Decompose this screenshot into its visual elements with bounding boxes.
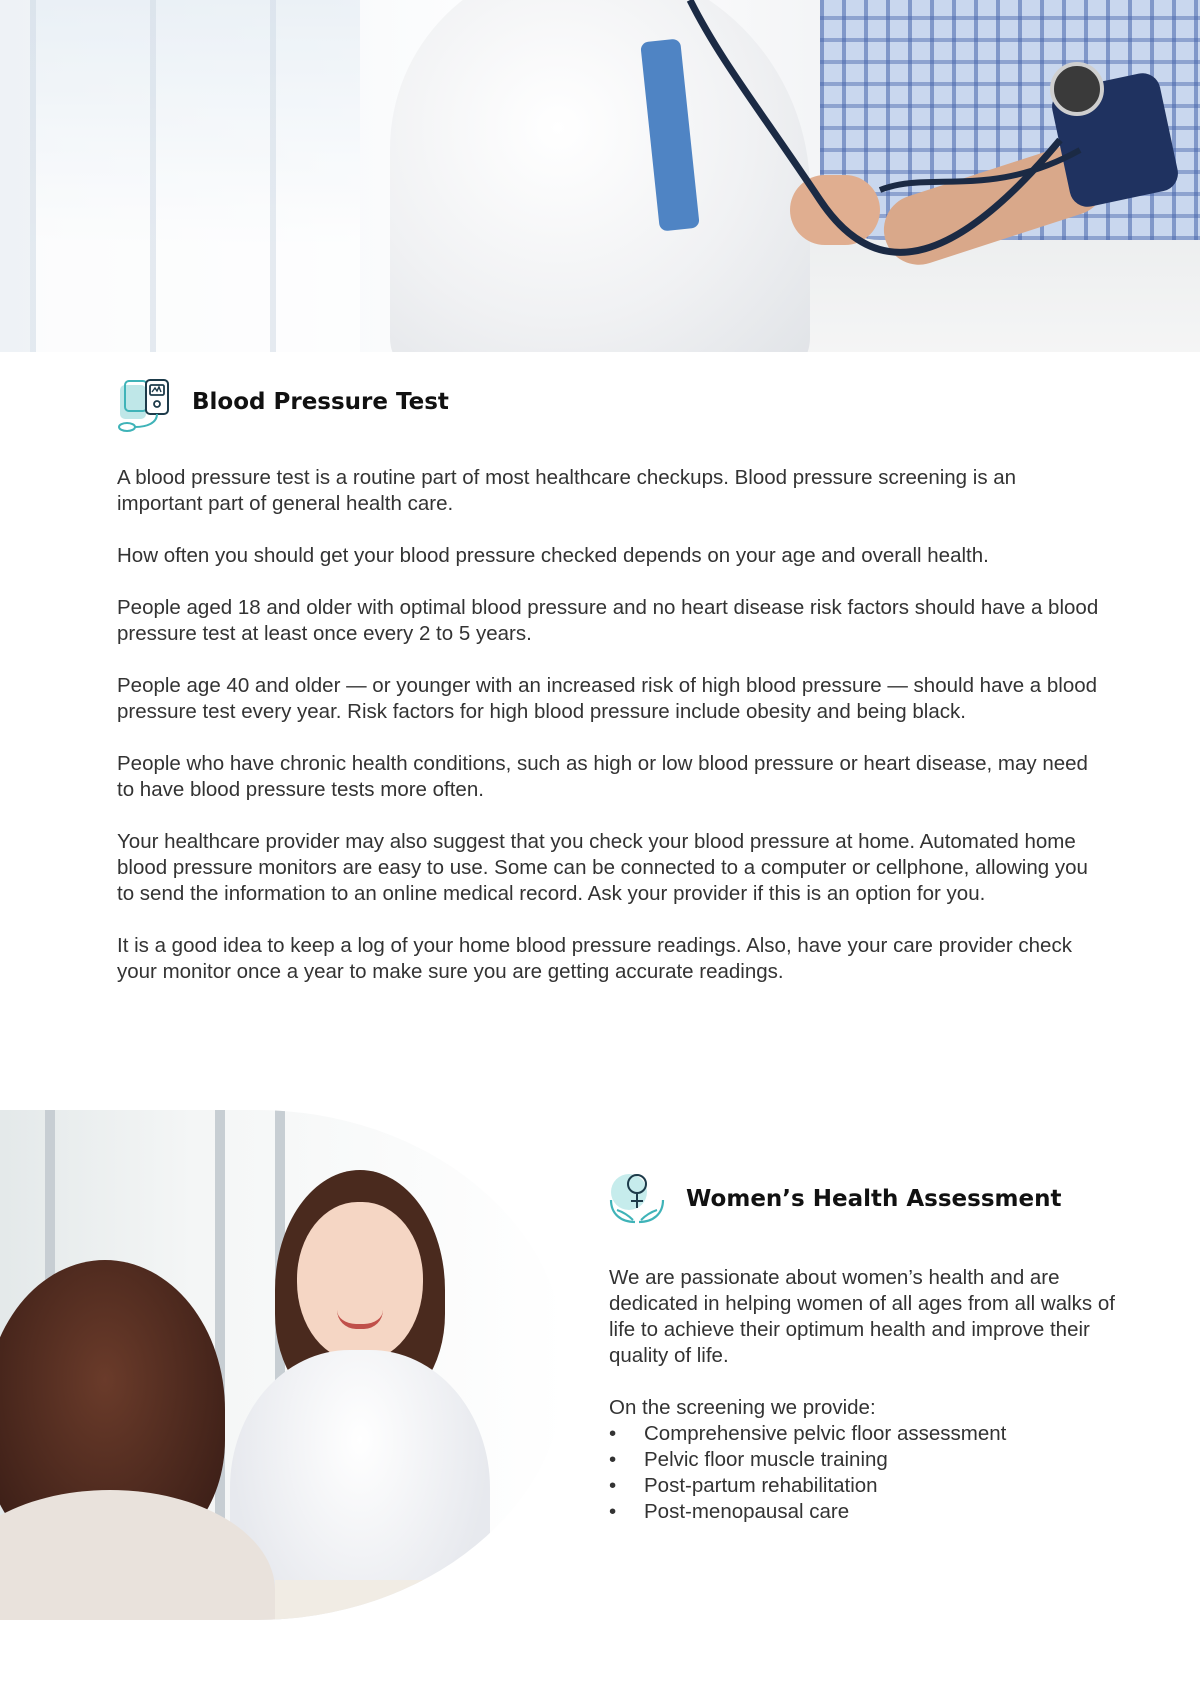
intro-paragraph: We are passionate about women’s health and are dedicated in helping women of all ages from all walks of life to achieve their optimum health and improve their quality of life.: [609, 1266, 1115, 1367]
womens-health-title: Women’s Health Assessment: [686, 1186, 1062, 1212]
female-symbol-hands-icon: [607, 1170, 667, 1230]
blood-pressure-monitor-icon: [117, 377, 175, 435]
paragraph: People who have chronic health conditions, such as high or low blood pressure or heart disease, may need to have blood pressure tests more often.: [117, 752, 1088, 801]
women-health-photo: [0, 1110, 567, 1620]
doctor-face: [297, 1202, 423, 1362]
blood-pressure-title: Blood Pressure Test: [192, 389, 449, 415]
paragraph: People age 40 and older — or younger with an increased risk of high blood pressure — should have a blood pressure test every year. Risk factors for high blood pressure include obesity and being black.: [117, 674, 1098, 723]
list-item: • Comprehensive pelvic floor assessment: [609, 1421, 1129, 1447]
list-lead: On the screening we provide:: [609, 1396, 876, 1419]
list-item: • Pelvic floor muscle training: [609, 1447, 1129, 1473]
list-item: • Post-partum rehabilitation: [609, 1473, 1129, 1499]
paragraph: It is a good idea to keep a log of your home blood pressure readings. Also, have your care provider check your monitor once a year to make sure you are getting accurate readings.: [117, 934, 1072, 983]
paragraph: How often you should get your blood pressure checked depends on your age and overall health.: [117, 544, 989, 567]
screening-list: [609, 1421, 1129, 1525]
hero-photo: [0, 0, 1200, 352]
womens-health-body: [609, 1265, 1129, 1525]
desk: [275, 1580, 535, 1620]
list-item: • Post-menopausal care: [609, 1499, 1129, 1525]
paragraph: People aged 18 and older with optimal blood pressure and no heart disease risk factors should have a blood pressure test at least once every 2 to 5 years.: [117, 596, 1099, 645]
paragraph: A blood pressure test is a routine part of most healthcare checkups. Blood pressure screening is an important part of general health care.: [117, 466, 1017, 515]
blood-pressure-body: [117, 465, 1102, 1011]
stethoscope-tube: [0, 0, 1200, 352]
paragraph: Your healthcare provider may also suggest that you check your blood pressure at home. Automated home blood pressure monitors are easy to use. Some can be connected to a computer or cellphone, allowing you to send the information to an online medical record. Ask your provider if this is an option for you.: [117, 830, 1088, 905]
